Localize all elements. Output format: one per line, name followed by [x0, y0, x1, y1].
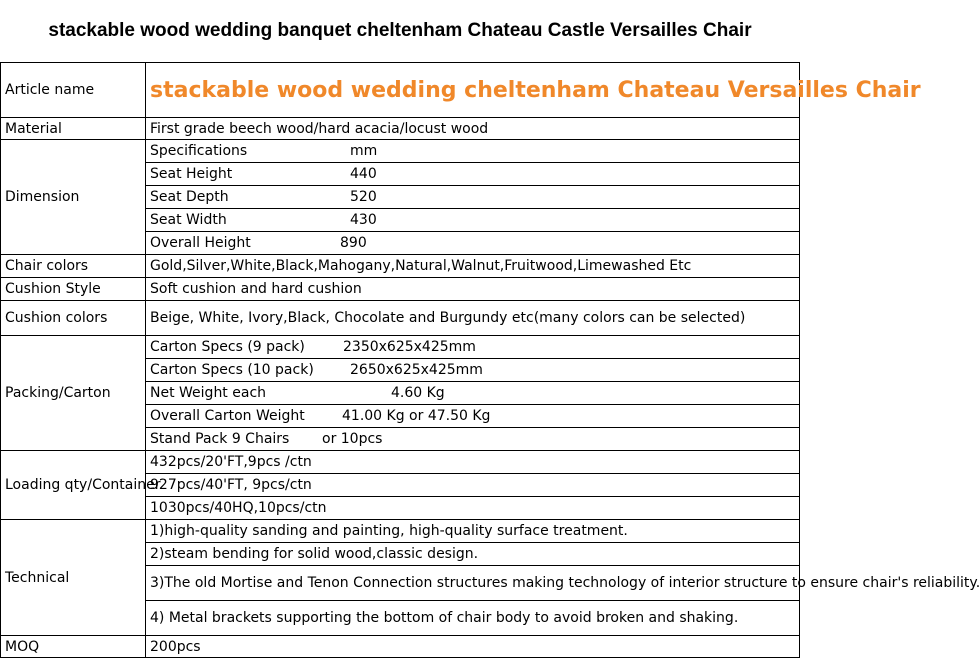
dimension-value: 430	[350, 212, 377, 228]
dimension-name: Specifications	[150, 143, 248, 159]
row-label: MOQ	[1, 636, 146, 658]
technical-item: 2)steam bending for solid wood,classic design.	[146, 543, 800, 566]
packing-name: Carton Specs (10 pack)	[150, 362, 314, 378]
row-label: Chair colors	[1, 255, 146, 278]
packing-item	[146, 336, 800, 359]
row-label: Technical	[1, 520, 146, 636]
loading-item: 1030pcs/40HQ,10pcs/ctn	[146, 497, 800, 520]
loading-item: 432pcs/20'FT,9pcs /ctn	[146, 451, 800, 474]
packing-item	[146, 382, 800, 405]
packing-name: Overall Carton Weight	[150, 408, 305, 424]
technical-item: 4) Metal brackets supporting the bottom of chair body to avoid broken and shaking.	[146, 601, 800, 636]
row-label: Material	[1, 118, 146, 140]
table-row	[1, 118, 800, 140]
packing-name: Net Weight each	[150, 385, 267, 401]
dimension-value: 890	[340, 235, 367, 251]
spec-table	[0, 62, 980, 658]
table-row	[1, 140, 800, 163]
table-row	[1, 451, 800, 474]
dimension-item	[146, 163, 800, 186]
dimension-item	[146, 232, 800, 255]
table-row	[1, 301, 800, 336]
packing-name: Stand Pack 9 Chairs	[150, 431, 290, 447]
row-label: Cushion Style	[1, 278, 146, 301]
dimension-value: 520	[350, 189, 377, 205]
dimension-name: Seat Height	[150, 166, 233, 182]
table-row	[1, 278, 800, 301]
row-label: Cushion colors	[1, 301, 146, 336]
packing-value: 2650x625x425mm	[350, 362, 483, 378]
chair-colors-value: Gold,Silver,White,Black,Mahogany,Natural,Walnut,Fruitwood,Limewashed Etc	[146, 255, 800, 278]
cushion-colors-value: Beige, White, Ivory,Black, Chocolate and Burgundy etc(many colors can be selected)	[146, 301, 800, 336]
article-name-value: stackable wood wedding cheltenham Chateau Versailles Chair	[146, 63, 800, 118]
table-row	[1, 520, 800, 543]
dimension-value: mm	[350, 143, 378, 159]
row-label: Article name	[1, 63, 146, 118]
dimension-name: Overall Height	[150, 235, 251, 251]
technical-item: 3)The old Mortise and Tenon Connection structures making technology of interior structure to ensure chair's reliability.	[146, 566, 800, 601]
dimension-value: 440	[350, 166, 377, 182]
cushion-style-value: Soft cushion and hard cushion	[146, 278, 800, 301]
moq-value: 200pcs	[146, 636, 800, 658]
packing-item	[146, 428, 800, 451]
row-label: Loading qty/Container	[1, 451, 146, 520]
packing-item	[146, 405, 800, 428]
row-label: Packing/Carton	[1, 336, 146, 451]
packing-value: 4.60 Kg	[391, 385, 445, 401]
packing-value: 41.00 Kg or 47.50 Kg	[342, 408, 491, 424]
table-row	[1, 255, 800, 278]
dimension-item	[146, 140, 800, 163]
table-row	[1, 63, 800, 118]
table-row	[1, 636, 800, 658]
loading-item: 927pcs/40'FT, 9pcs/ctn	[146, 474, 800, 497]
table-row	[1, 336, 800, 359]
packing-value: or 10pcs	[322, 431, 383, 447]
row-label: Dimension	[1, 140, 146, 255]
dimension-name: Seat Width	[150, 212, 227, 228]
dimension-name: Seat Depth	[150, 189, 229, 205]
dimension-item	[146, 209, 800, 232]
packing-item	[146, 359, 800, 382]
material-value: First grade beech wood/hard acacia/locust wood	[146, 118, 800, 140]
dimension-item	[146, 186, 800, 209]
packing-name: Carton Specs (9 pack)	[150, 339, 305, 355]
packing-value: 2350x625x425mm	[343, 339, 476, 355]
page-title: stackable wood wedding banquet cheltenham Chateau Castle Versailles Chair	[48, 20, 752, 41]
technical-item: 1)high-quality sanding and painting, high-quality surface treatment.	[146, 520, 800, 543]
